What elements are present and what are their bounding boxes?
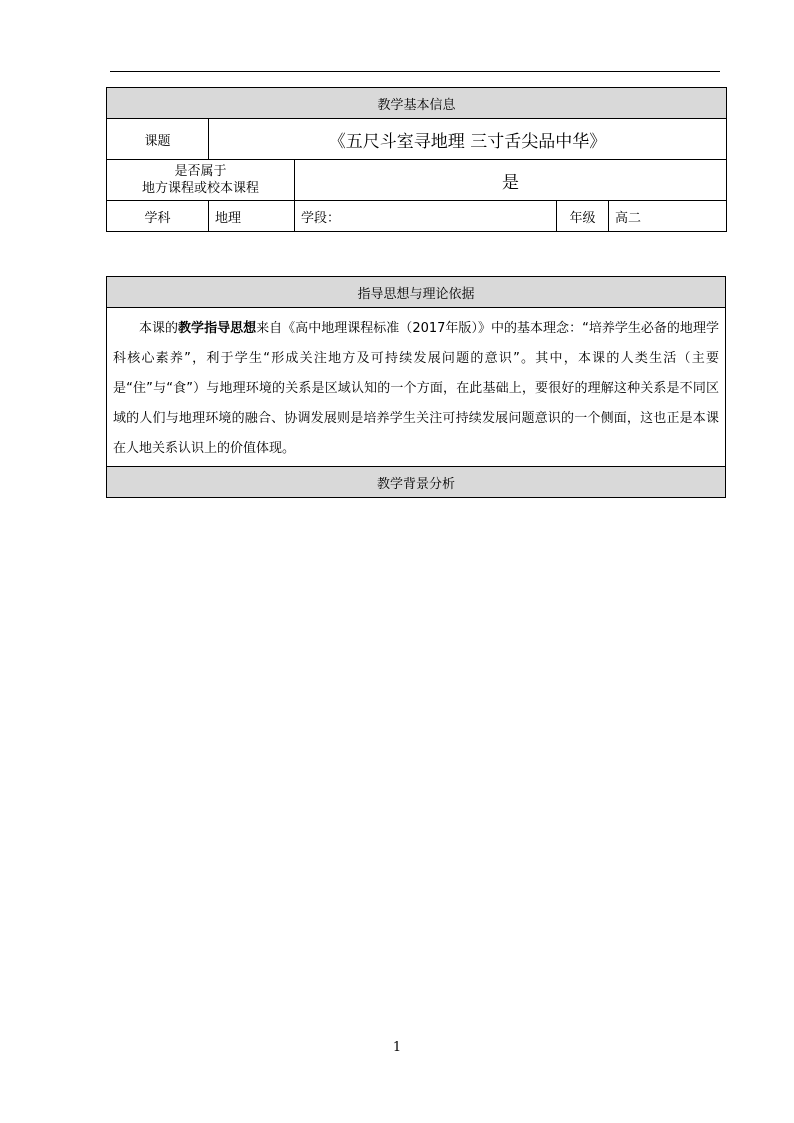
local-course-label-line2: 地方课程或校本课程 <box>141 181 259 196</box>
guidance-table <box>106 276 726 498</box>
basic-info-header: 教学基本信息 <box>107 88 727 119</box>
local-course-value: 是 <box>295 160 727 201</box>
basic-info-table <box>106 87 727 232</box>
stage-label: 学段： <box>295 201 557 232</box>
background-header: 教学背景分析 <box>107 467 726 498</box>
grade-label: 年级 <box>557 201 609 232</box>
local-course-label-line1: 是否属于 <box>174 164 227 179</box>
local-course-label <box>107 160 295 201</box>
subject-value: 地理 <box>209 201 295 232</box>
topic-label: 课题 <box>107 119 209 160</box>
guidance-bold: 教学指导思想 <box>178 321 257 336</box>
page-number: 1 <box>392 1040 402 1055</box>
header-rule <box>110 71 720 72</box>
guidance-prefix: 本课的 <box>139 321 179 336</box>
guidance-rest: 来自《高中地理课程标准（2017年版）》中的基本理念：“培养学生必备的地理学科核心素养”，利于学生“形成关注地方及可持续发展问题的意识”。其中，本课的人类生活（主要是“住”与“食”）与地理环境的关系是区域认知的一个方面，在此基础上，要很好的理解这种关系是不同区域的人们与地理环境的融合、协调发展则是培养学生关注可持续发展问题意识的一个侧面，这也正是本课在人地关系认识上的价值体现。 <box>113 321 719 456</box>
guidance-header: 指导思想与理论依据 <box>107 277 726 308</box>
subject-label: 学科 <box>107 201 209 232</box>
grade-value: 高二 <box>609 201 727 232</box>
guidance-paragraph <box>107 308 726 467</box>
topic-value: 《五尺斗室寻地理 三寸舌尖品中华》 <box>209 119 727 160</box>
